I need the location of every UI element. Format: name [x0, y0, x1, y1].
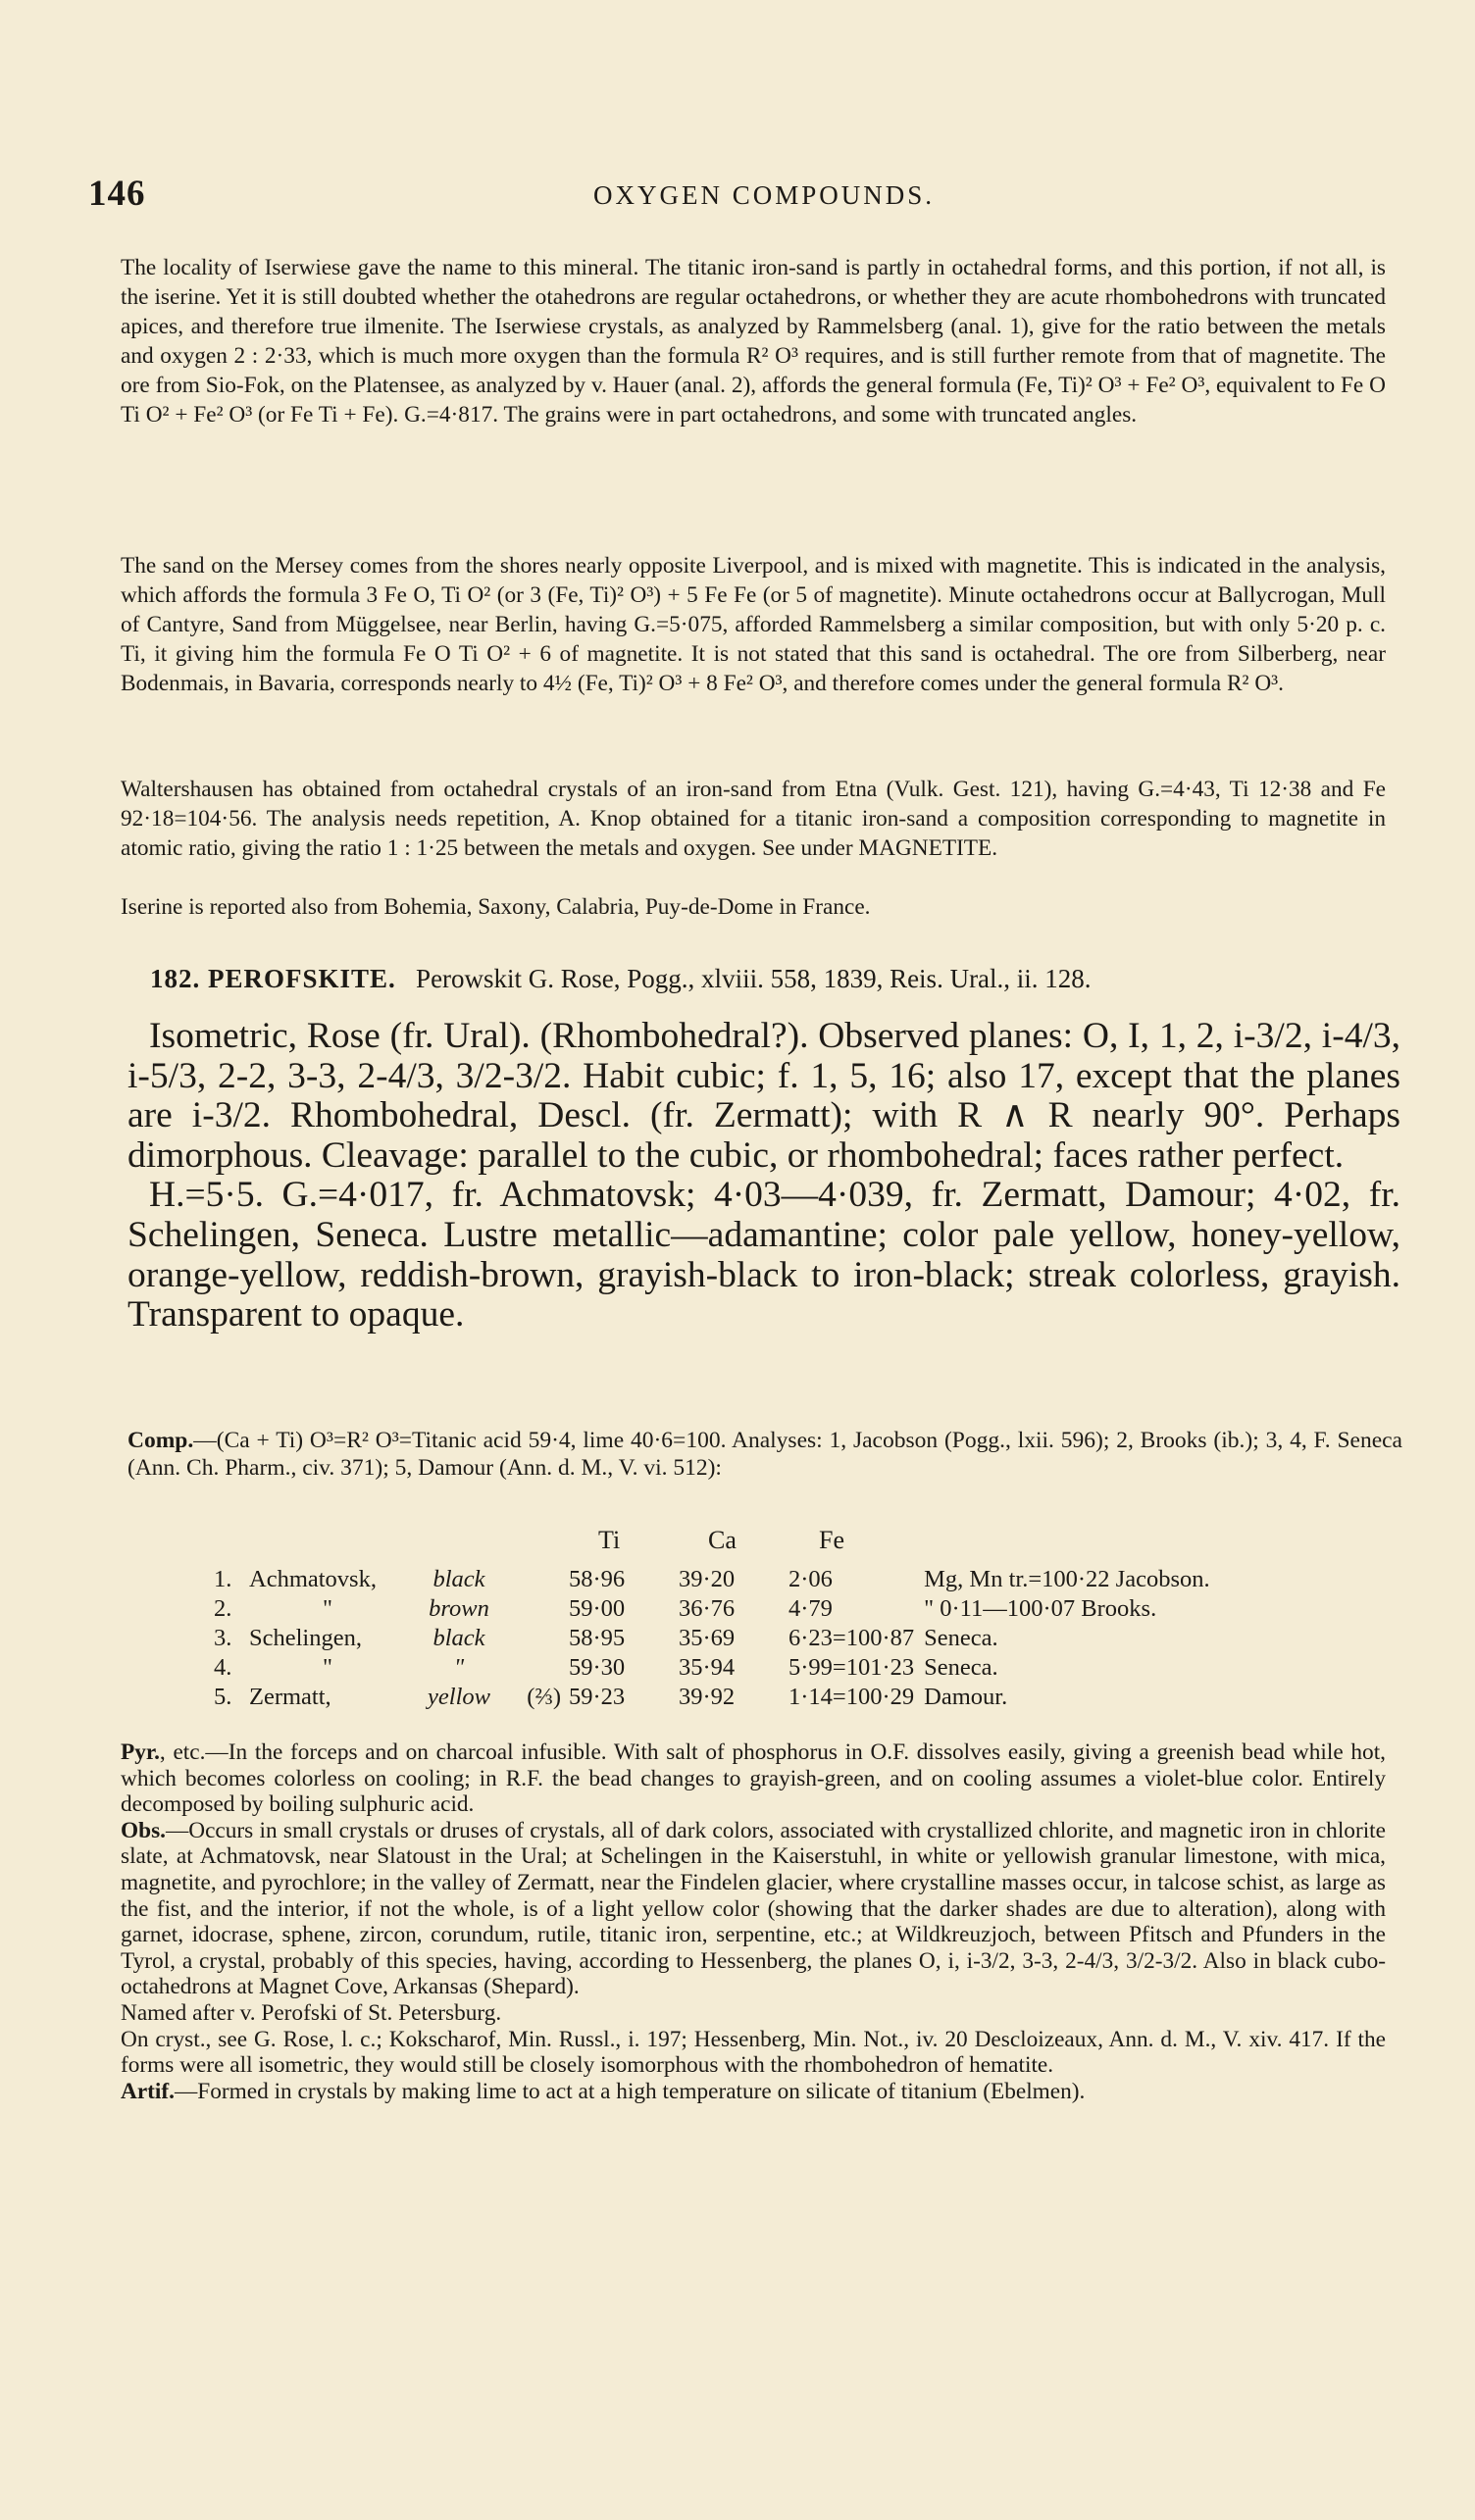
- table-row: [214, 1654, 1210, 1684]
- locality: ": [322, 1654, 332, 1681]
- ratio-mark: [512, 1654, 569, 1684]
- paragraph: Waltershausen has obtained from octahedral crystals of an iron-sand from Etna (Vulk. Gest. 121), having G.=4·43, Ti 12·38 and Fe 92·18=104·56. The analysis needs repetition, A. Knop obtained for a titanic iron-sand a composition corresponding to magnetite in atomic ratio, giving the ratio 1 : 1·25 between the metals and oxygen. See under MAGNETITE.: [121, 777, 1386, 862]
- column-header-ti: Ti: [598, 1526, 621, 1554]
- species-title: 182. PEROFSKITE.: [150, 964, 396, 993]
- fe-value: 5·99=101·23: [788, 1654, 915, 1681]
- locality: Schelingen,: [249, 1625, 362, 1651]
- remarks: Seneca.: [924, 1654, 998, 1681]
- analyses-table: [214, 1566, 1210, 1713]
- species-heading: [150, 964, 1405, 994]
- table-row: [214, 1625, 1210, 1654]
- fe-value: 1·14=100·29: [788, 1684, 915, 1710]
- ca-value: 39·92: [679, 1684, 736, 1710]
- row-number: 3.: [214, 1625, 232, 1651]
- pyr-label: Pyr.: [121, 1739, 160, 1765]
- remarks: " 0·11—100·07 Brooks.: [924, 1595, 1157, 1622]
- crystallography-references: On cryst., see G. Rose, l. c.; Kokscharof, Min. Russl., i. 197; Hessenberg, Min. Not., iv. 20 Descloizeaux, Ann. d. M., V. xiv. 417. If the forms were all isometric, they would still be closely isomorphous with the rhombohedron of hematite.: [121, 2026, 1386, 2079]
- variety: black: [432, 1566, 485, 1592]
- composition-label: Comp.: [127, 1428, 194, 1453]
- ratio-mark: [512, 1566, 569, 1595]
- fe-value: 6·23=100·87: [788, 1625, 915, 1651]
- observations-paragraph: [121, 1818, 1386, 2000]
- ratio-mark: [512, 1625, 569, 1654]
- remarks: Seneca.: [924, 1625, 998, 1651]
- remarks: Damour.: [924, 1684, 1008, 1710]
- ratio-mark: [512, 1595, 569, 1625]
- pyrognostics-paragraph: [121, 1739, 1386, 1818]
- iserine-notes: [121, 551, 1386, 698]
- obs-text: —Occurs in small crystals or druses of crystals, all of dark colors, associated with crystallized chlorite, and magnetic iron in chlorite slate, at Achmatovsk, near Slatoust in the Ural; at Schelingen in the Kaiserstuhl, in white or yellowish granular limestone, with mica, magnetite, and pyrochlore; in the valley of Zermatt, near the Findelen glacier, where crystalline masses occur, in talcose schist, as large as the fist, and the interior, if not the whole, is of a light yellow color (showing that the darker shades are due to alteration), along with garnet, idocrase, sphene, zircon, corundum, rutile, titanic iron, serpentine, etc.; at Wildkreuzjoch, between Pfitsch and Pfunders in the Tyrol, a crystal, probably of this species, having, according to Hessenberg, the planes O, i, i-3/2, 3-3, 2-4/3, 3/2-3/2. Also in black cubo-octahedrons at Magnet Cove, Arkansas (Shepard).: [121, 1817, 1386, 2000]
- running-title: OXYGEN COMPOUNDS.: [593, 180, 936, 210]
- locality: ": [322, 1595, 332, 1622]
- ca-value: 36·76: [679, 1595, 736, 1622]
- composition-text: —(Ca + Ti) O³=R² O³=Titanic acid 59·4, lime 40·6=100. Analyses: 1, Jacobson (Pogg., lxii. 596); 2, Brooks (ib.); 3, 4, F. Seneca (Ann. Ch. Pharm., civ. 371); 5, Damour (Ann. d. M., V. vi. 512):: [127, 1428, 1402, 1481]
- artificial-paragraph: [121, 2079, 1386, 2105]
- ti-value: 59·00: [569, 1595, 626, 1622]
- species-description: [127, 1017, 1400, 1336]
- iserine-notes: [121, 253, 1386, 430]
- species-synonymy: Perowskit G. Rose, Pogg., xlviii. 558, 1839, Reis. Ural., ii. 128.: [416, 964, 1092, 993]
- row-number: 1.: [214, 1566, 232, 1592]
- locality: Achmatovsk,: [249, 1566, 377, 1592]
- artif-label: Artif.: [121, 2078, 175, 2104]
- physical-properties-paragraph: H.=5·5. G.=4·017, fr. Achmatovsk; 4·03—4·039, fr. Zermatt, Damour; 4·02, fr. Schelingen, Seneca. Lustre metallic—adamantine; color pale yellow, honey-yellow, orange-yellow, reddish-brown, grayish-black to iron-black; streak colorless, grayish. Transparent to opaque.: [127, 1175, 1400, 1336]
- variety: black: [432, 1625, 485, 1651]
- ti-value: 59·30: [569, 1654, 626, 1681]
- crystallography-paragraph: Isometric, Rose (fr. Ural). (Rhombohedral?). Observed planes: O, I, 1, 2, i-3/2, i-4/3, i-5/3, 2-2, 3-3, 2-4/3, 3/2-3/2. Habit cubic; f. 1, 5, 16; also 17, except that the planes are i-3/2. Rhombohedral, Descl. (fr. Zermatt); with R ∧ R nearly 90°. Perhaps dimorphous. Cleavage: parallel to the cubic, or rhombohedral; faces rather perfect.: [127, 1016, 1400, 1176]
- named-paragraph: Named after v. Perofski of St. Petersburg.: [121, 1999, 502, 2026]
- fe-value: 4·79: [788, 1595, 833, 1622]
- page-number: 146: [88, 174, 146, 214]
- remarks: Mg, Mn tr.=100·22 Jacobson.: [924, 1566, 1210, 1592]
- obs-label: Obs.: [121, 1817, 166, 1843]
- ca-value: 35·94: [679, 1654, 736, 1681]
- variety: yellow: [428, 1684, 490, 1710]
- row-number: 2.: [214, 1595, 232, 1622]
- pyr-text: , etc.—In the forceps and on charcoal infusible. With salt of phosphorus in O.F. dissolves easily, giving a greenish bead while hot, which becomes colorless on cooling; in R.F. the bead changes to grayish-green, and on cooling assumes a violet-blue color. Entirely decomposed by boiling sulphuric acid.: [121, 1739, 1386, 1818]
- ti-value: 58·95: [569, 1625, 626, 1651]
- ti-value: 59·23: [569, 1684, 626, 1710]
- variety: brown: [429, 1595, 489, 1622]
- table-row: [214, 1566, 1210, 1595]
- row-number: 5.: [214, 1684, 232, 1710]
- ca-value: 39·20: [679, 1566, 736, 1592]
- column-header-ca: Ca: [708, 1526, 737, 1554]
- paragraph: The sand on the Mersey comes from the shores nearly opposite Liverpool, and is mixed with magnetite. This is indicated in the analysis, which affords the formula 3 Fe O, Ti O² (or 3 (Fe, Ti)² O³) + 5 Fe Fe (or 5 of magnetite). Minute octahedrons occur at Ballycrogan, Mull of Cantyre, Sand from Müggelsee, near Berlin, having G.=5·075, afforded Rammelsberg a similar composition, but with only 5·20 p. c. Ti, it giving him the formula Fe O Ti O² + 6 of magnetite. It is not stated that this sand is octahedral. The ore from Silberberg, near Bodenmais, in Bavaria, corresponds nearly to 4½ (Fe, Ti)² O³ + 8 Fe² O³, and therefore comes under the general formula R² O³.: [121, 553, 1386, 697]
- iserine-notes: [121, 775, 1386, 863]
- artif-text: —Formed in crystals by making lime to act at a high temperature on silicate of titanium (Ebelmen).: [174, 2078, 1086, 2104]
- ca-value: 35·69: [679, 1625, 736, 1651]
- ti-value: 58·96: [569, 1566, 626, 1592]
- row-number: 4.: [214, 1654, 232, 1681]
- column-header-fe: Fe: [819, 1526, 844, 1554]
- page-header: [88, 173, 1402, 224]
- table-row: [214, 1684, 1210, 1713]
- locality: Zermatt,: [249, 1684, 331, 1710]
- composition-paragraph: [127, 1427, 1402, 1482]
- table-row: [214, 1595, 1210, 1625]
- fe-value: 2·06: [788, 1566, 833, 1592]
- variety: ": [453, 1654, 465, 1681]
- paragraph: Iserine is reported also from Bohemia, Saxony, Calabria, Puy-de-Dome in France.: [121, 894, 871, 920]
- ratio-mark: (⅔): [527, 1684, 561, 1710]
- notes-block: [121, 1739, 1386, 2104]
- paragraph: The locality of Iserwiese gave the name to this mineral. The titanic iron-sand is partly in octahedral forms, and this portion, if not all, is the iserine. Yet it is still doubted whether the otahedrons are regular octahedrons, or whether they are acute rhombohedrons with truncated apices, and therefore true ilmenite. The Iserwiese crystals, as analyzed by Rammelsberg (anal. 1), give for the ratio between the metals and oxygen 2 : 2·33, which is much more oxygen than the formula R² O³ requires, and is still further remote from that of magnetite. The ore from Sio-Fok, on the Platensee, as analyzed by v. Hauer (anal. 2), affords the general formula (Fe, Ti)² O³ + Fe² O³, equivalent to Fe O Ti O² + Fe² O³ (or Fe Ti + Fe). G.=4·817. The grains were in part octahedrons, and some with truncated angles.: [121, 255, 1386, 428]
- iserine-notes: [121, 892, 1386, 922]
